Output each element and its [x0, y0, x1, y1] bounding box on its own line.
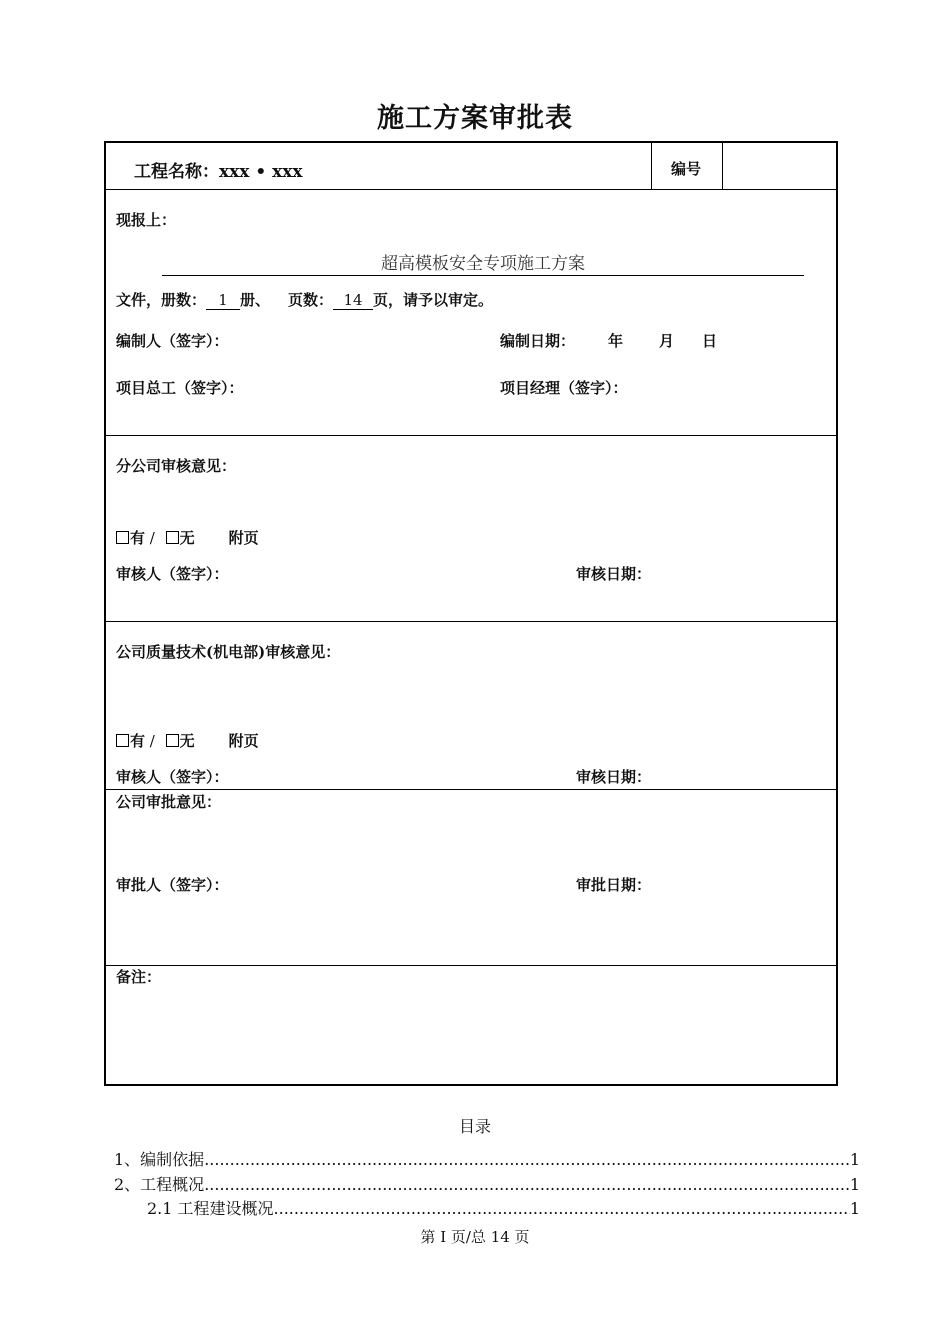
pages-value: 14	[333, 291, 373, 310]
toc-item-label: 2.1 工程建设概况	[147, 1199, 274, 1218]
divider	[106, 189, 836, 190]
toc-item-page: 1	[849, 1175, 860, 1194]
attachment-label: 附页	[228, 732, 259, 750]
toc-leader-dots	[204, 1175, 850, 1194]
toc-item[interactable]	[147, 1196, 860, 1219]
none-label: 无	[179, 732, 195, 750]
tech-review-heading: 公司质量技术(机电部)审核意见：	[116, 643, 341, 661]
approval-date-label: 审批日期：	[576, 876, 652, 894]
toc-leader-dots	[274, 1199, 850, 1218]
plan-name: 超高模板安全专项施工方案	[162, 249, 804, 276]
project-manager-label: 项目经理（签字）：	[500, 379, 628, 397]
number-label: 编号	[671, 160, 702, 178]
approver-label: 审批人（签字）：	[116, 876, 229, 894]
divider	[106, 965, 836, 966]
tech-reviewer-label: 审核人（签字）：	[116, 768, 229, 786]
chief-engineer-label: 项目总工（签字）：	[116, 379, 244, 397]
year-label: 年	[608, 332, 624, 350]
has-label: 有	[130, 732, 146, 750]
toc-item[interactable]	[114, 1147, 860, 1170]
project-name-label: 工程名称：xxx • xxx	[134, 162, 303, 182]
tech-attachment-line: 有 / 无 附页	[116, 730, 259, 751]
has-attachment-checkbox[interactable]	[116, 734, 129, 747]
file-prefix: 文件，册数：	[116, 291, 207, 309]
toc-item-label: 1、编制依据	[114, 1150, 205, 1169]
approval-form	[104, 141, 838, 1086]
branch-reviewer-label: 审核人（签字）：	[116, 565, 229, 583]
divider	[106, 789, 836, 790]
month-label: 月	[659, 332, 675, 350]
file-count-line	[116, 289, 493, 310]
none-label: 无	[179, 529, 195, 547]
has-attachment-checkbox[interactable]	[116, 531, 129, 544]
toc-item[interactable]	[114, 1172, 860, 1195]
toc-leader-dots	[204, 1150, 850, 1169]
divider	[722, 143, 723, 189]
branch-review-heading: 分公司审核意见：	[116, 457, 237, 475]
pages-prefix: 页数：	[288, 291, 334, 309]
page-footer: 第 I 页/总 14 页	[420, 1228, 530, 1246]
divider	[106, 621, 836, 622]
day-label: 日	[702, 332, 718, 350]
branch-attachment-line: 有 / 无 附页	[116, 527, 259, 548]
approval-heading: 公司审批意见：	[116, 793, 222, 811]
volumes-value: 1	[206, 291, 240, 310]
compiler-label: 编制人（签字）：	[116, 332, 229, 350]
attachment-label: 附页	[228, 529, 259, 547]
divider	[106, 435, 836, 436]
remarks-heading: 备注：	[116, 968, 162, 986]
volumes-suffix: 册、	[240, 291, 271, 309]
form-title: 施工方案审批表	[377, 103, 573, 134]
no-attachment-checkbox[interactable]	[166, 531, 179, 544]
toc-item-page: 1	[849, 1199, 860, 1218]
pages-suffix: 页，请予以审定。	[373, 291, 494, 309]
branch-review-date-label: 审核日期：	[576, 565, 652, 583]
toc-item-label: 2、工程概况	[114, 1175, 205, 1194]
toc-item-page: 1	[849, 1150, 860, 1169]
has-label: 有	[130, 529, 146, 547]
report-intro: 现报上：	[116, 211, 177, 229]
compile-date-label: 编制日期：	[500, 332, 576, 350]
no-attachment-checkbox[interactable]	[166, 734, 179, 747]
toc-title: 目录	[458, 1117, 491, 1136]
divider	[651, 143, 652, 189]
tech-review-date-label: 审核日期：	[576, 768, 652, 786]
